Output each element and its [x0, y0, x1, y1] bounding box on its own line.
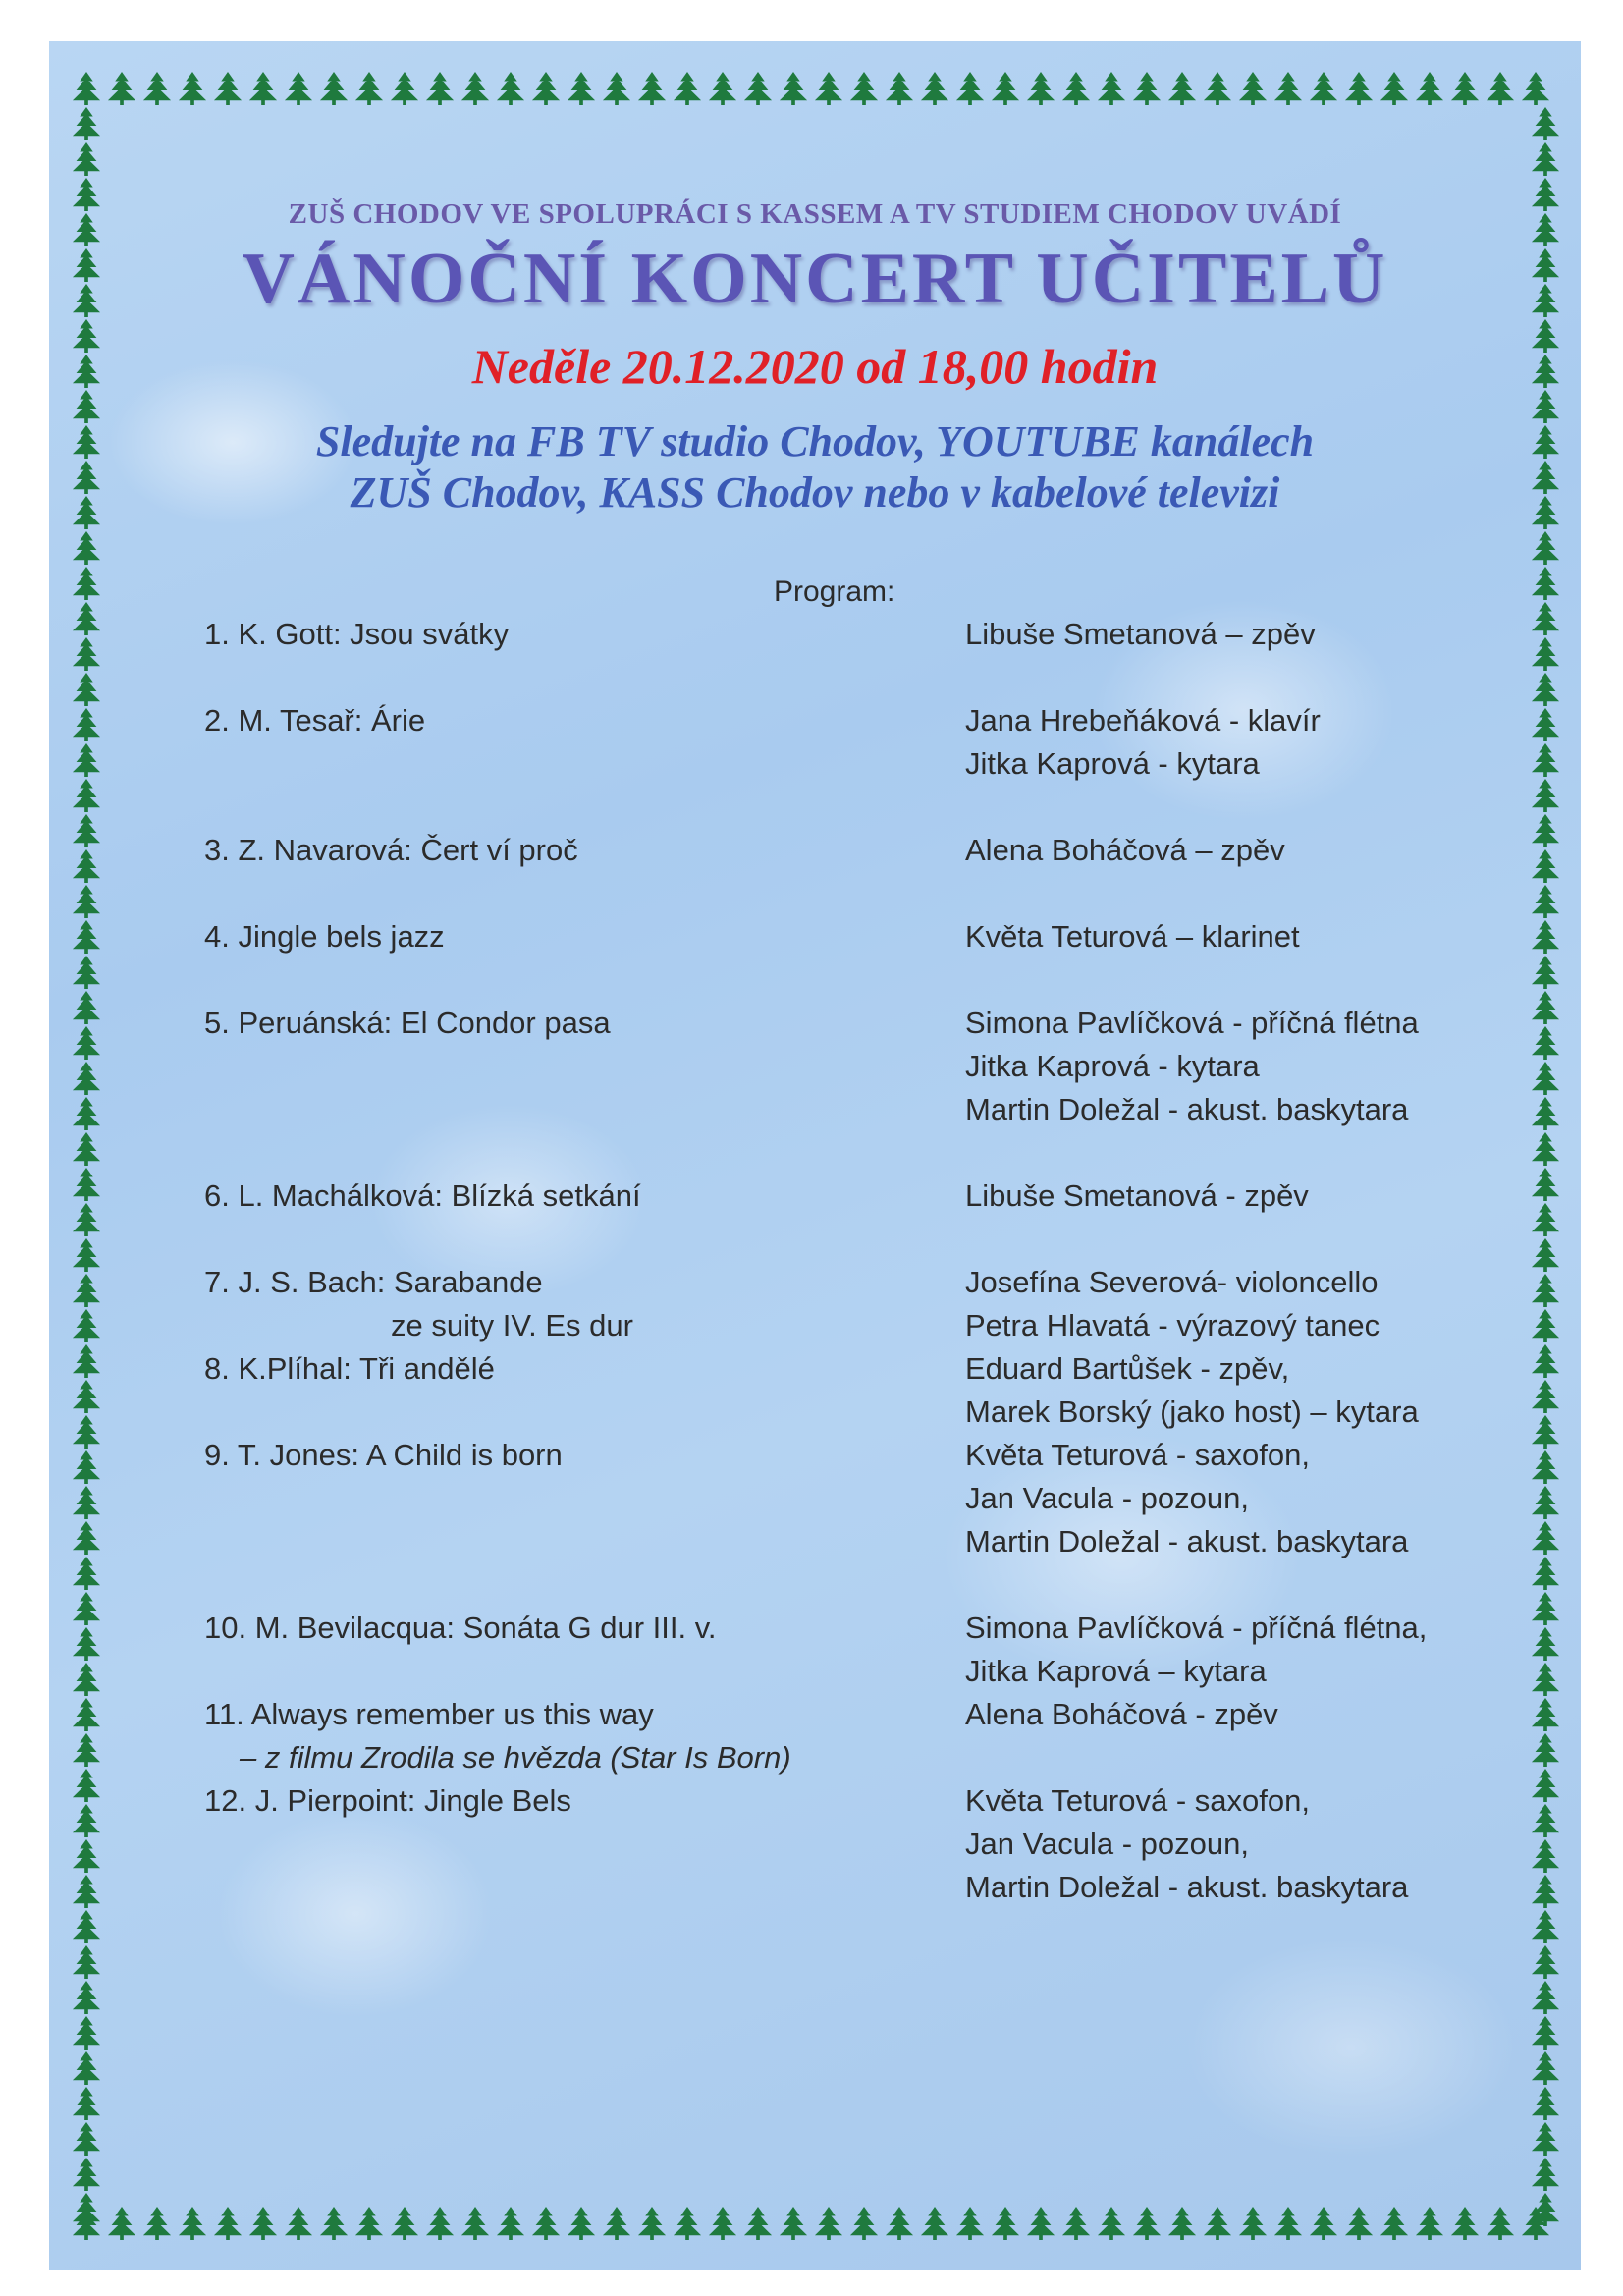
- tree-icon: [921, 2207, 948, 2240]
- tree-icon: [285, 72, 312, 105]
- tree-icon: [568, 72, 595, 105]
- tree-icon: [1239, 72, 1267, 105]
- tree-icon: [1027, 2207, 1055, 2240]
- tree-icon: [73, 743, 100, 777]
- tree-icon: [674, 72, 701, 105]
- tree-icon: [73, 2087, 100, 2120]
- tree-icon: [73, 602, 100, 635]
- program-item-12-title: 12. J. Pierpoint: Jingle Bels: [204, 1783, 571, 1818]
- tree-icon: [73, 1627, 100, 1661]
- program-item-9-title: 9. T. Jones: A Child is born: [204, 1438, 563, 1472]
- poster: [49, 41, 1581, 2270]
- tree-icon: [73, 1062, 100, 1095]
- tree-icon: [73, 1238, 100, 1272]
- tree-icon: [1487, 2207, 1514, 2240]
- tree-icon: [1532, 2016, 1559, 2050]
- tree-icon: [214, 2207, 242, 2240]
- tree-icon: [73, 1274, 100, 1307]
- tree-icon: [1027, 72, 1055, 105]
- tree-icon: [73, 1875, 100, 1908]
- tree-icon: [1532, 2158, 1559, 2191]
- tree-icon: [780, 2207, 807, 2240]
- program-item-1-performers: Libuše Smetanová – zpěv: [965, 617, 1316, 651]
- tree-icon: [956, 2207, 984, 2240]
- tree-icon: [73, 1486, 100, 1519]
- program-item-4-title: 4. Jingle bels jazz: [204, 919, 445, 954]
- program-item-2-title: 2. M. Tesař: Árie: [204, 703, 426, 738]
- tree-icon: [1532, 885, 1559, 918]
- tree-icon: [1532, 956, 1559, 989]
- tree-icon: [1532, 2051, 1559, 2085]
- tree-icon: [850, 2207, 878, 2240]
- tree-icon: [1532, 531, 1559, 565]
- tree-icon: [1487, 72, 1514, 105]
- tree-icon: [108, 2207, 135, 2240]
- program-item-2-performers: Jana Hrebeňáková - klavír Jitka Kaprová - kytara: [965, 703, 1321, 781]
- tree-icon: [73, 956, 100, 989]
- tree-icon: [1062, 72, 1090, 105]
- tree-icon: [73, 1026, 100, 1060]
- tree-icon: [461, 72, 489, 105]
- tree-icon: [1168, 2207, 1196, 2240]
- tree-icon: [1532, 2087, 1559, 2120]
- tree-icon: [1133, 2207, 1161, 2240]
- tree-icon: [461, 2207, 489, 2240]
- tree-icon: [73, 1733, 100, 1767]
- tree-icon: [1345, 2207, 1373, 2240]
- tree-icon: [73, 2158, 100, 2191]
- tree-icon: [73, 1981, 100, 2014]
- program-item-5-title: 5. Peruánská: El Condor pasa: [204, 1006, 611, 1040]
- tree-icon: [992, 72, 1019, 105]
- tree-icon: [73, 567, 100, 600]
- tree-icon: [744, 72, 772, 105]
- watch-line-2: ZUŠ Chodov, KASS Chodov nebo v kabelové televizi: [350, 468, 1280, 517]
- tree-icon: [709, 2207, 736, 2240]
- tree-icon: [73, 72, 100, 105]
- tree-icon: [886, 72, 913, 105]
- tree-icon: [638, 72, 666, 105]
- tree-icon: [1532, 1945, 1559, 1979]
- tree-icon: [497, 2207, 524, 2240]
- tree-icon: [73, 1344, 100, 1378]
- program-item-1-title: 1. K. Gott: Jsou svátky: [204, 617, 510, 651]
- page-title: VÁNOČNÍ KONCERT UČITELŮ: [242, 239, 1388, 319]
- tree-icon: [497, 72, 524, 105]
- tree-icon: [214, 72, 242, 105]
- program-item-8-title: 8. K.Plíhal: Tři andělé: [204, 1351, 495, 1386]
- tree-icon: [1380, 72, 1408, 105]
- tree-icon: [709, 72, 736, 105]
- tree-icon: [73, 1309, 100, 1342]
- tree-icon: [73, 1450, 100, 1484]
- tree-icon: [73, 885, 100, 918]
- tree-icon: [355, 72, 383, 105]
- tree-icon: [1532, 1132, 1559, 1166]
- tree-icon: [391, 2207, 418, 2240]
- tree-icon: [568, 2207, 595, 2240]
- tree-icon: [1380, 2207, 1408, 2240]
- tree-icon: [1062, 2207, 1090, 2240]
- tree-icon: [73, 1097, 100, 1130]
- program-item-10-title: 10. M. Bevilacqua: Sonáta G dur III. v.: [204, 1611, 717, 1645]
- tree-icon: [73, 2122, 100, 2156]
- program-item-9-performers: Květa Teturová - saxofon, Jan Vacula - pozoun, Martin Doležal - akust. baskytara: [965, 1438, 1409, 1558]
- tree-icon: [956, 72, 984, 105]
- tree-icon: [73, 779, 100, 812]
- watch-line-1: Sledujte na FB TV studio Chodov, YOUTUBE kanálech: [315, 417, 1315, 465]
- tree-icon: [73, 2051, 100, 2085]
- tree-icon: [73, 2016, 100, 2050]
- program-item-11-performers: Alena Boháčová - zpěv: [965, 1697, 1278, 1731]
- subtitle: ZUŠ CHODOV VE SPOLUPRÁCI S KASSEM A TV STUDIEM CHODOV UVÁDÍ: [288, 198, 1342, 230]
- tree-icon: [1310, 72, 1337, 105]
- tree-icon: [1098, 2207, 1125, 2240]
- tree-icon: [532, 2207, 560, 2240]
- tree-icon: [1204, 2207, 1231, 2240]
- tree-icon: [179, 72, 206, 105]
- tree-icon: [532, 72, 560, 105]
- tree-icon: [73, 1592, 100, 1625]
- tree-icon: [1274, 2207, 1302, 2240]
- tree-icon: [1133, 72, 1161, 105]
- tree-icon: [73, 991, 100, 1024]
- tree-icon: [73, 673, 100, 706]
- tree-icon: [426, 72, 454, 105]
- tree-icon: [1532, 142, 1559, 176]
- tree-icon: [73, 1415, 100, 1449]
- tree-icon: [992, 2207, 1019, 2240]
- tree-icon: [73, 1804, 100, 1837]
- tree-icon: [73, 1380, 100, 1413]
- tree-icon: [1239, 2207, 1267, 2240]
- tree-icon: [1098, 72, 1125, 105]
- tree-icon: [73, 920, 100, 954]
- tree-icon: [426, 2207, 454, 2240]
- tree-icon: [73, 1168, 100, 1201]
- tree-icon: [73, 637, 100, 671]
- tree-icon: [249, 2207, 277, 2240]
- program-item-5-performers: Simona Pavlíčková - příčná flétna Jitka Kaprová - kytara Martin Doležal - akust. baskytara: [965, 1006, 1419, 1126]
- tree-icon: [603, 72, 630, 105]
- tree-icon: [73, 1557, 100, 1590]
- tree-icon: [1532, 1733, 1559, 1767]
- tree-icon: [1451, 2207, 1479, 2240]
- tree-icon: [285, 2207, 312, 2240]
- tree-icon: [1416, 2207, 1443, 2240]
- tree-icon: [391, 72, 418, 105]
- tree-icon: [73, 1521, 100, 1555]
- tree-icon: [1532, 1910, 1559, 1943]
- tree-icon: [1168, 72, 1196, 105]
- program-heading: Program:: [774, 575, 895, 608]
- program-item-10-performers: Simona Pavlíčková - příčná flétna, Jitka Kaprová – kytara: [965, 1611, 1428, 1688]
- tree-icon: [73, 849, 100, 883]
- tree-icon: [143, 72, 171, 105]
- program-item-7-performers: Josefína Severová- violoncello Petra Hlavatá - výrazový tanec: [965, 1265, 1380, 1342]
- tree-icon: [780, 72, 807, 105]
- tree-icon: [73, 107, 100, 140]
- tree-icon: [1451, 72, 1479, 105]
- tree-icon: [73, 142, 100, 176]
- tree-icon: [744, 2207, 772, 2240]
- tree-icon: [1532, 1981, 1559, 2014]
- program-item-8-performers: Eduard Bartůšek - zpěv, Marek Borský (jako host) – kytara: [965, 1351, 1419, 1429]
- tree-icon: [1522, 72, 1549, 105]
- program-item-3-performers: Alena Boháčová – zpěv: [965, 833, 1285, 867]
- tree-icon: [886, 2207, 913, 2240]
- tree-icon: [73, 1698, 100, 1731]
- tree-icon: [108, 72, 135, 105]
- tree-icon: [73, 1910, 100, 1943]
- tree-icon: [73, 1132, 100, 1166]
- tree-icon: [815, 72, 842, 105]
- tree-icon: [179, 2207, 206, 2240]
- program-item-6-title: 6. L. Machálková: Blízká setkání: [204, 1178, 641, 1213]
- tree-icon: [1532, 107, 1559, 140]
- tree-icon: [73, 814, 100, 847]
- program-item-12-performers: Květa Teturová - saxofon, Jan Vacula - pozoun, Martin Doležal - akust. baskytara: [965, 1783, 1409, 1904]
- tree-icon: [603, 2207, 630, 2240]
- tree-icon: [73, 1945, 100, 1979]
- tree-icon: [1204, 72, 1231, 105]
- tree-icon: [73, 531, 100, 565]
- tree-icon: [320, 2207, 348, 2240]
- tree-icon: [73, 1663, 100, 1696]
- tree-icon: [1532, 567, 1559, 600]
- tree-icon: [320, 72, 348, 105]
- tree-icon: [850, 72, 878, 105]
- tree-icon: [73, 1203, 100, 1236]
- tree-icon: [249, 72, 277, 105]
- tree-icon: [674, 2207, 701, 2240]
- program-item-7-title: 7. J. S. Bach: Sarabande ze suity IV. Es dur: [204, 1265, 633, 1342]
- program-item-11-title: 11. Always remember us this way – z filmu Zrodila se hvězda (Star Is Born): [204, 1697, 791, 1775]
- program-item-4-performers: Květa Teturová – klarinet: [965, 919, 1300, 954]
- tree-icon: [1274, 72, 1302, 105]
- tree-icon: [1310, 2207, 1337, 2240]
- tree-icon: [815, 2207, 842, 2240]
- tree-icon: [73, 1769, 100, 1802]
- program-item-3-title: 3. Z. Navarová: Čert ví proč: [204, 833, 578, 867]
- tree-icon: [638, 2207, 666, 2240]
- tree-icon: [143, 2207, 171, 2240]
- tree-icon: [1532, 2122, 1559, 2156]
- tree-icon: [73, 708, 100, 741]
- tree-icon: [921, 72, 948, 105]
- tree-icon: [73, 2193, 100, 2226]
- tree-icon: [355, 2207, 383, 2240]
- tree-icon: [73, 1839, 100, 1873]
- tree-icon: [1416, 72, 1443, 105]
- tree-icon: [1345, 72, 1373, 105]
- program-item-6-performers: Libuše Smetanová - zpěv: [965, 1178, 1309, 1213]
- date-line: Neděle 20.12.2020 od 18,00 hodin: [471, 339, 1159, 394]
